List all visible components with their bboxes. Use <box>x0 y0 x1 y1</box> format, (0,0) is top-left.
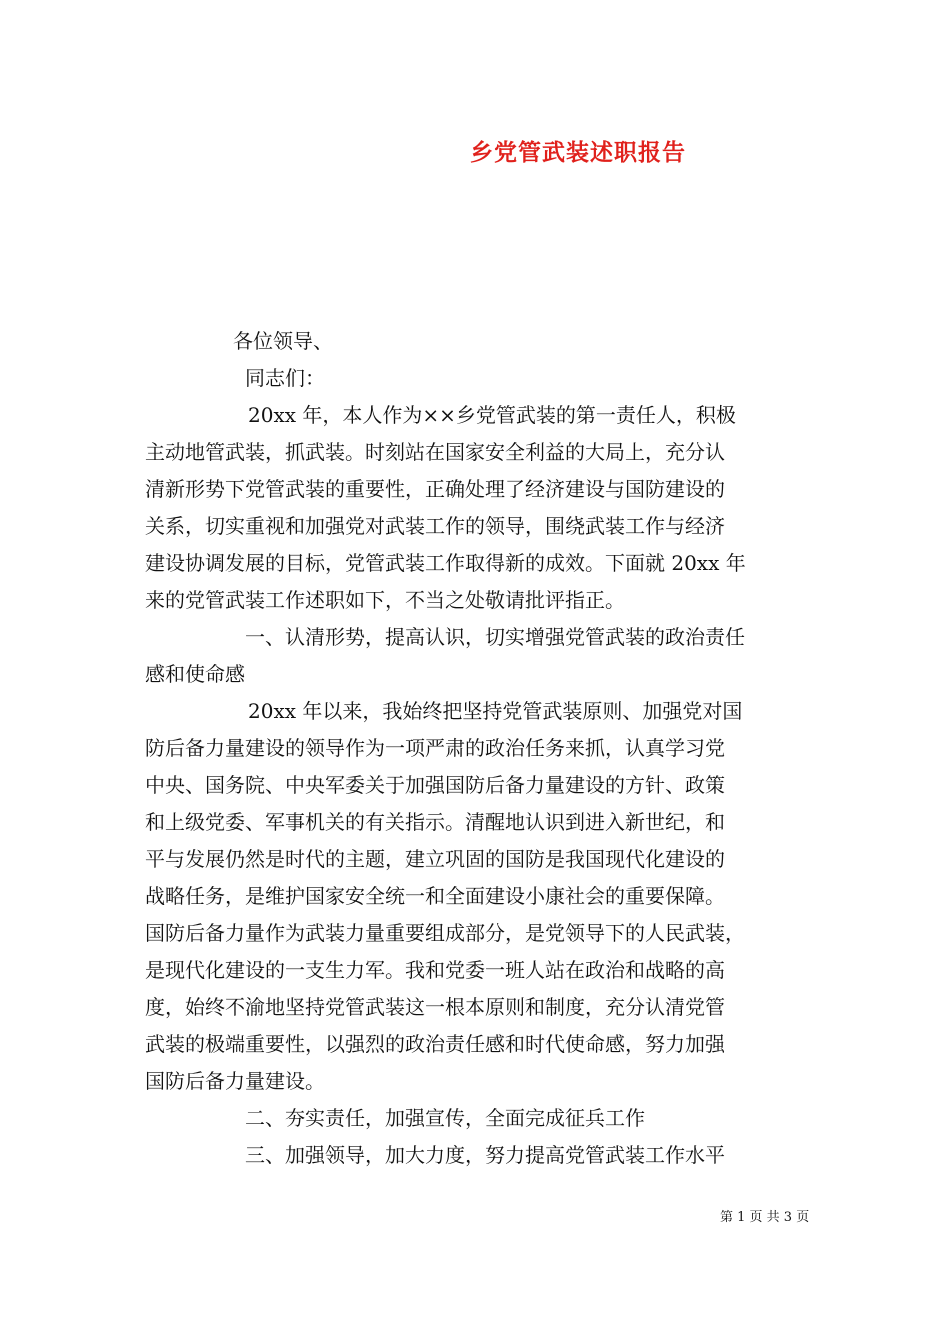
page-footer: 第 1 页 共 3 页 <box>720 1210 810 1225</box>
section-heading-1-cont: 感和使命感 <box>145 662 245 686</box>
section-heading-3: 三、加强领导，加大力度，努力提高党管武装工作水平 <box>245 1143 725 1167</box>
salutation-line-1: 各位领导、 <box>233 329 333 353</box>
body-line: 建设协调发展的目标，党管武装工作取得新的成效。下面就 20xx 年 <box>145 551 746 575</box>
body-line: 和上级党委、军事机关的有关指示。清醒地认识到进入新世纪，和 <box>145 810 725 834</box>
body-line: 20xx 年以来，我始终把坚持党管武装原则、加强党对国 <box>248 699 743 723</box>
body-line: 清新形势下党管武装的重要性，正确处理了经济建设与国防建设的 <box>145 477 725 501</box>
body-line: 国防后备力量作为武装力量重要组成部分，是党领导下的人民武装， <box>145 921 745 945</box>
body-line: 国防后备力量建设。 <box>145 1069 325 1093</box>
body-line: 主动地管武装，抓武装。时刻站在国家安全利益的大局上，充分认 <box>145 440 725 464</box>
body-line: 度，始终不渝地坚持党管武装这一根本原则和制度，充分认清党管 <box>145 995 725 1019</box>
salutation-line-2: 同志们： <box>245 366 325 390</box>
body-line: 20xx 年，本人作为××乡党管武装的第一责任人，积极 <box>248 403 736 427</box>
document-title: 乡党管武装述职报告 <box>470 139 686 166</box>
body-line: 来的党管武装工作述职如下，不当之处敬请批评指正。 <box>145 588 625 612</box>
body-line: 平与发展仍然是时代的主题，建立巩固的国防是我国现代化建设的 <box>145 847 725 871</box>
section-heading-2: 二、夯实责任，加强宣传，全面完成征兵工作 <box>245 1106 645 1130</box>
body-line: 战略任务，是维护国家安全统一和全面建设小康社会的重要保障。 <box>145 884 725 908</box>
body-line: 武装的极端重要性，以强烈的政治责任感和时代使命感，努力加强 <box>145 1032 725 1056</box>
body-line: 中央、国务院、中央军委关于加强国防后备力量建设的方针、政策 <box>145 773 725 797</box>
body-line: 是现代化建设的一支生力军。我和党委一班人站在政治和战略的高 <box>145 958 725 982</box>
section-heading-1: 一、认清形势，提高认识，切实增强党管武装的政治责任 <box>245 625 745 649</box>
body-line: 防后备力量建设的领导作为一项严肃的政治任务来抓，认真学习党 <box>145 736 725 760</box>
body-line: 关系，切实重视和加强党对武装工作的领导，围绕武装工作与经济 <box>145 514 725 538</box>
